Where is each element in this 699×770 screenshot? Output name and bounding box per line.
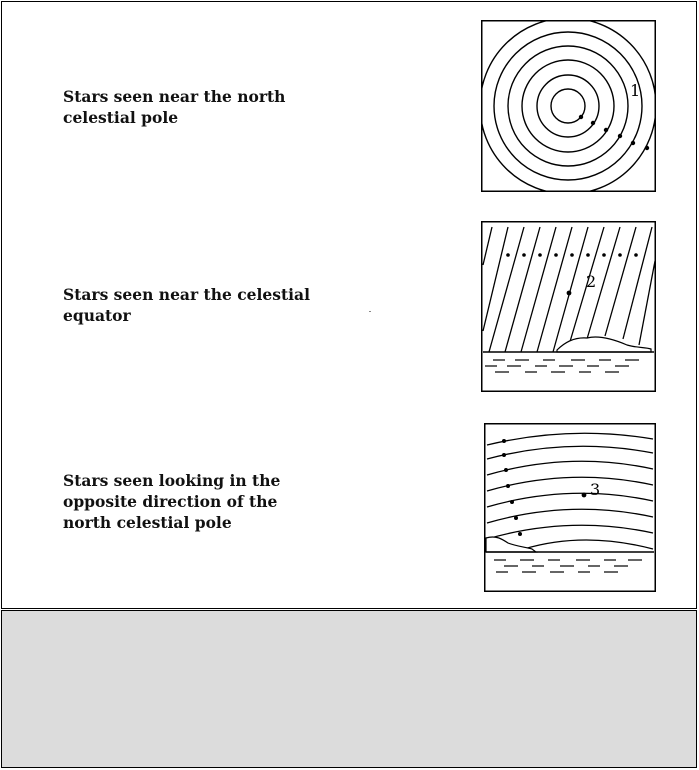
caption-equator-line-2: equator [63, 306, 131, 325]
caption-north-pole-line-2: celestial pole [63, 108, 179, 127]
star-trails-opposite-panel [484, 423, 656, 592]
caption-opposite-line-3: north celestial pole [63, 513, 232, 532]
caption-north-pole-line-1: Stars seen near the north [63, 87, 286, 106]
caption-north-pole [63, 86, 285, 128]
caption-equator [63, 284, 310, 326]
caption-opposite-line-1: Stars seen looking in the [63, 471, 281, 490]
slanted-trails-diagram [481, 221, 656, 392]
panel-label-3: 3 [590, 480, 601, 499]
concentric-trails-diagram [481, 20, 656, 192]
arcing-trails-diagram [484, 423, 656, 592]
star-trails-north-pole-panel [481, 20, 656, 192]
print-speck [369, 311, 371, 312]
star-trails-equator-panel [481, 221, 656, 392]
panel-label-2: 2 [586, 272, 597, 291]
caption-opposite-line-2: opposite direction of the [63, 492, 278, 511]
caption-opposite [63, 470, 280, 533]
caption-equator-line-1: Stars seen near the celestial [63, 285, 310, 304]
panel-label-1: 1 [630, 81, 641, 100]
answer-area-panel [1, 610, 697, 768]
